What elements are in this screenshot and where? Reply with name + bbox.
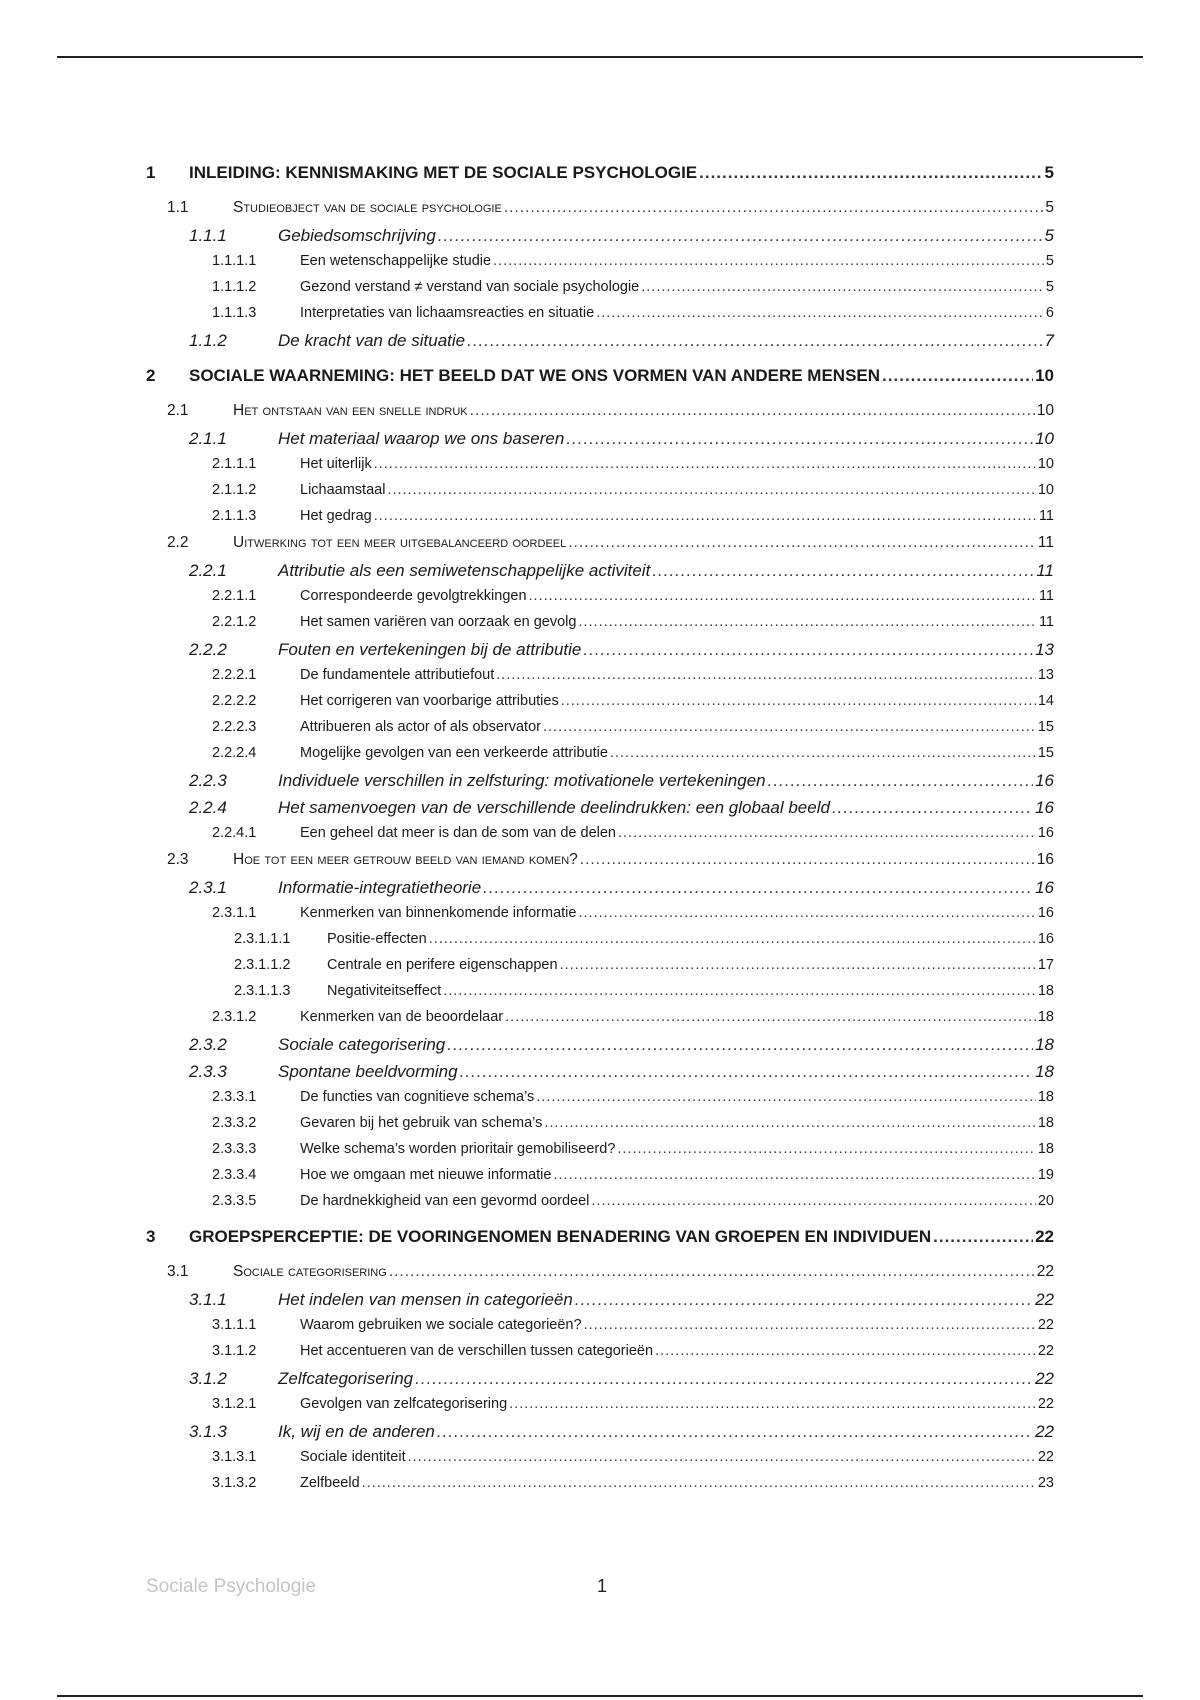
toc-entry-title: Het ontstaan van een snelle indruk	[233, 402, 468, 419]
toc-entry-page: 16	[1036, 851, 1054, 868]
toc-dot-leader	[443, 983, 1036, 999]
toc-entry-page: 22	[1035, 1369, 1054, 1388]
toc-entry-page: 20	[1037, 1193, 1054, 1209]
toc-entry-title: Individuele verschillen in zelfsturing: motivationele vertekeningen	[278, 771, 766, 790]
toc-dot-leader	[578, 905, 1035, 921]
toc-entry-page: 15	[1037, 745, 1054, 761]
toc-entry-title: De fundamentele attributiefout	[300, 667, 495, 683]
toc-entry-number: 2.3.3.3	[212, 1141, 257, 1157]
toc-entry-level-2[interactable]	[167, 1263, 1054, 1290]
toc-entry-number: 2.2.2.4	[212, 745, 257, 761]
toc-entry-title: Het indelen van mensen in categorieën	[278, 1290, 573, 1309]
toc-entry-number: 2.2.4	[189, 798, 227, 817]
toc-entry-page: 18	[1037, 1141, 1054, 1157]
table-of-contents	[0, 155, 1200, 1501]
toc-dot-leader	[543, 719, 1036, 735]
toc-entry-title: Het accentueren van de verschillen tussen categorieën	[300, 1343, 654, 1359]
toc-entry-number: 2.1.1.1	[212, 456, 257, 472]
toc-entry-level-4[interactable]	[212, 456, 1054, 482]
toc-dot-leader	[584, 1317, 1036, 1333]
toc-entry-level-1[interactable]	[146, 366, 1054, 402]
toc-dot-leader	[504, 199, 1044, 217]
toc-entry-level-3[interactable]	[189, 1062, 1054, 1089]
toc-entry-number: 2.2.4.1	[212, 825, 257, 841]
toc-entry-title: Hoe tot een meer getrouw beeld van iemand komen?	[233, 851, 578, 868]
toc-dot-leader	[437, 1422, 1033, 1442]
footer-rule	[57, 1695, 1143, 1697]
toc-entry-title: Kenmerken van binnenkomende informatie	[300, 905, 577, 921]
toc-entry-level-3[interactable]	[189, 771, 1054, 798]
toc-entry-title: Fouten en vertekeningen bij de attributie	[278, 640, 582, 659]
toc-entry-title: Gevolgen van zelfcategorisering	[300, 1396, 508, 1412]
toc-dot-leader	[389, 1263, 1035, 1281]
toc-entry-number: 3.1.1	[189, 1290, 227, 1309]
toc-entry-page: 22	[1035, 1227, 1054, 1246]
toc-dot-leader	[560, 957, 1036, 973]
toc-dot-leader	[509, 1396, 1036, 1412]
toc-dot-leader	[387, 482, 1035, 498]
toc-entry-title: Centrale en perifere eigenschappen	[327, 957, 558, 973]
toc-entry-title: Kenmerken van de beoordelaar	[300, 1009, 504, 1025]
toc-entry-title: Welke schema’s worden prioritair gemobiliseerd?	[300, 1141, 616, 1157]
toc-entry-page: 5	[1045, 279, 1054, 295]
toc-entry-level-3[interactable]	[189, 640, 1054, 667]
toc-entry-number: 2.3.1.1.3	[234, 983, 291, 999]
toc-entry-number: 2.1.1.3	[212, 508, 257, 524]
toc-entry-level-4[interactable]	[212, 1141, 1054, 1167]
toc-entry-page: 11	[1038, 614, 1054, 630]
toc-entry-level-4[interactable]	[212, 693, 1054, 719]
toc-entry-page: 5	[1045, 253, 1054, 269]
toc-entry-page: 19	[1037, 1167, 1054, 1183]
toc-entry-level-4[interactable]	[212, 1343, 1054, 1369]
toc-entry-page: 10	[1037, 482, 1054, 498]
toc-entry-number: 3.1.3.1	[212, 1449, 257, 1465]
toc-entry-number: 2.2.2	[189, 640, 227, 659]
toc-dot-leader	[415, 1369, 1033, 1389]
toc-entry-page: 22	[1037, 1343, 1054, 1359]
toc-dot-leader	[568, 534, 1036, 552]
toc-entry-level-3[interactable]	[189, 561, 1054, 588]
toc-entry-number: 1	[146, 163, 156, 182]
toc-dot-leader	[933, 1227, 1033, 1247]
toc-dot-leader	[882, 366, 1033, 386]
toc-entry-number: 2.3.3.1	[212, 1089, 257, 1105]
toc-entry-level-4[interactable]	[212, 1193, 1054, 1219]
toc-dot-leader	[580, 851, 1035, 869]
toc-dot-leader	[438, 226, 1043, 246]
toc-entry-page: 17	[1037, 957, 1054, 973]
toc-entry-page: 22	[1035, 1422, 1054, 1441]
toc-entry-number: 2.3	[167, 851, 189, 868]
toc-dot-leader	[610, 745, 1036, 761]
toc-dot-leader	[618, 825, 1036, 841]
toc-entry-page: 5	[1044, 226, 1054, 245]
toc-entry-level-4[interactable]	[212, 588, 1054, 614]
toc-entry-title: SOCIALE WAARNEMING: HET BEELD DAT WE ONS VORMEN VAN ANDERE MENSEN	[189, 366, 881, 385]
toc-entry-page: 13	[1037, 667, 1054, 683]
toc-dot-leader	[617, 1141, 1035, 1157]
toc-entry-number: 2.3.2	[189, 1035, 227, 1054]
toc-dot-leader	[529, 588, 1037, 604]
toc-entry-page: 18	[1035, 1062, 1054, 1081]
footer-document-title: Sociale Psychologie	[146, 1576, 317, 1597]
toc-entry-level-4[interactable]	[212, 279, 1054, 305]
toc-entry-page: 11	[1036, 561, 1054, 580]
toc-entry-title: Spontane beeldvorming	[278, 1062, 458, 1081]
toc-entry-number: 1.1	[167, 199, 189, 216]
toc-dot-leader	[578, 614, 1036, 630]
toc-entry-page: 22	[1037, 1449, 1054, 1465]
toc-entry-page: 18	[1037, 1115, 1054, 1131]
toc-dot-leader	[447, 1035, 1033, 1055]
toc-entry-number: 1.1.1.2	[212, 279, 257, 295]
toc-dot-leader	[460, 1062, 1034, 1082]
toc-entry-title: Waarom gebruiken we sociale categorieën?	[300, 1317, 582, 1333]
toc-entry-page: 14	[1037, 693, 1054, 709]
toc-entry-title: Informatie-integratietheorie	[278, 878, 482, 897]
toc-entry-page: 5	[1044, 163, 1054, 182]
toc-entry-number: 2.3.1.1.1	[234, 931, 291, 947]
toc-entry-level-4[interactable]	[212, 745, 1054, 771]
toc-entry-number: 3.1.2.1	[212, 1396, 257, 1412]
toc-entry-title: De kracht van de situatie	[278, 331, 466, 350]
toc-entry-level-4[interactable]	[212, 1089, 1054, 1115]
toc-entry-page: 16	[1037, 931, 1054, 947]
toc-entry-title: Gebiedsomschrijving	[278, 226, 436, 245]
toc-entry-number: 2.3.1.2	[212, 1009, 257, 1025]
toc-entry-level-4[interactable]	[212, 1115, 1054, 1141]
toc-entry-title: Interpretaties van lichaamsreacties en situatie	[300, 305, 595, 321]
toc-entry-title: Gevaren bij het gebruik van schema’s	[300, 1115, 543, 1131]
toc-dot-leader	[505, 1009, 1036, 1025]
toc-entry-number: 2.3.3.2	[212, 1115, 257, 1131]
toc-entry-number: 1.1.1	[189, 226, 227, 245]
toc-entry-title: Het materiaal waarop we ons baseren	[278, 429, 565, 448]
toc-entry-level-4[interactable]	[212, 667, 1054, 693]
toc-entry-level-4[interactable]	[212, 508, 1054, 534]
toc-entry-title: Lichaamstaal	[300, 482, 386, 498]
toc-entry-title: Studieobject van de sociale psychologie	[233, 199, 502, 216]
toc-dot-leader	[566, 429, 1033, 449]
toc-entry-level-4[interactable]	[212, 825, 1054, 851]
toc-entry-number: 3.1.3.2	[212, 1475, 257, 1491]
toc-dot-leader	[470, 402, 1035, 420]
toc-dot-leader	[768, 771, 1033, 791]
toc-entry-number: 2.2.1	[189, 561, 227, 580]
toc-dot-leader	[655, 1343, 1036, 1359]
toc-entry-level-2[interactable]	[167, 199, 1054, 226]
toc-entry-number: 2.1	[167, 402, 189, 419]
toc-entry-title: Attribueren als actor of als observator	[300, 719, 541, 735]
toc-entry-page: 18	[1037, 983, 1054, 999]
toc-entry-page: 16	[1035, 798, 1054, 817]
toc-entry-level-4[interactable]	[212, 905, 1054, 931]
toc-entry-page: 16	[1037, 825, 1054, 841]
toc-entry-page: 13	[1035, 640, 1054, 659]
toc-dot-leader	[374, 456, 1036, 472]
toc-entry-page: 18	[1037, 1009, 1054, 1025]
toc-entry-level-3[interactable]	[189, 429, 1054, 456]
toc-entry-page: 11	[1038, 588, 1054, 604]
toc-dot-leader	[362, 1475, 1036, 1491]
toc-entry-number: 1.1.1.3	[212, 305, 257, 321]
toc-entry-page: 22	[1035, 1290, 1054, 1309]
toc-entry-number: 2.3.3.4	[212, 1167, 257, 1183]
toc-entry-number: 3.1.2	[189, 1369, 227, 1388]
toc-entry-page: 10	[1035, 366, 1054, 385]
toc-entry-number: 2.3.3.5	[212, 1193, 257, 1209]
toc-entry-page: 16	[1035, 771, 1054, 790]
toc-dot-leader	[596, 305, 1044, 321]
toc-entry-title: Een wetenschappelijke studie	[300, 253, 492, 269]
toc-entry-level-4[interactable]	[212, 719, 1054, 745]
toc-entry-title: Sociale categorisering	[233, 1263, 387, 1280]
toc-entry-level-3[interactable]	[189, 798, 1054, 825]
toc-entry-number: 3.1.1.1	[212, 1317, 257, 1333]
toc-entry-level-5[interactable]	[234, 957, 1054, 983]
toc-entry-title: De functies van cognitieve schema’s	[300, 1089, 535, 1105]
toc-entry-page: 22	[1037, 1317, 1054, 1333]
toc-entry-title: Het corrigeren van voorbarige attributies	[300, 693, 559, 709]
toc-entry-level-3[interactable]	[189, 226, 1054, 253]
toc-entry-title: De hardnekkigheid van een gevormd oordeel	[300, 1193, 590, 1209]
toc-entry-page: 6	[1045, 305, 1054, 321]
toc-entry-level-4[interactable]	[212, 1449, 1054, 1475]
toc-entry-page: 10	[1037, 456, 1054, 472]
toc-entry-page: 15	[1037, 719, 1054, 735]
toc-entry-title: Uitwerking tot een meer uitgebalanceerd oordeel	[233, 534, 567, 551]
toc-dot-leader	[652, 561, 1034, 581]
header-rule	[57, 56, 1143, 58]
toc-entry-page: 11	[1038, 508, 1054, 524]
toc-entry-number: 1.1.2	[189, 331, 227, 350]
toc-entry-level-2[interactable]	[167, 534, 1054, 561]
toc-entry-number: 2.3.1.1.2	[234, 957, 291, 973]
toc-entry-title: Gezond verstand ≠ verstand van sociale psychologie	[300, 279, 640, 295]
toc-entry-title: Negativiteitseffect	[327, 983, 442, 999]
toc-dot-leader	[561, 693, 1036, 709]
toc-dot-leader	[544, 1115, 1036, 1131]
toc-entry-title: Sociale identiteit	[300, 1449, 406, 1465]
toc-entry-number: 2	[146, 366, 156, 385]
toc-entry-level-3[interactable]	[189, 878, 1054, 905]
toc-entry-level-5[interactable]	[234, 983, 1054, 1009]
toc-dot-leader	[483, 878, 1033, 898]
toc-entry-page: 11	[1037, 534, 1054, 551]
toc-entry-number: 2.2.1.1	[212, 588, 257, 604]
toc-dot-leader	[493, 253, 1044, 269]
toc-entry-page: 18	[1035, 1035, 1054, 1054]
toc-entry-number: 2.2.2.3	[212, 719, 257, 735]
toc-dot-leader	[536, 1089, 1036, 1105]
toc-entry-title: INLEIDING: KENNISMAKING MET DE SOCIALE PSYCHOLOGIE	[189, 163, 698, 182]
toc-entry-title: Attributie als een semiwetenschappelijke activiteit	[278, 561, 651, 580]
toc-entry-number: 1.1.1.1	[212, 253, 257, 269]
toc-entry-page: 5	[1045, 199, 1054, 216]
toc-entry-number: 3.1	[167, 1263, 189, 1280]
toc-entry-level-2[interactable]	[167, 402, 1054, 429]
toc-entry-title: Mogelijke gevolgen van een verkeerde attributie	[300, 745, 608, 761]
toc-dot-leader	[496, 667, 1036, 683]
toc-entry-page: 23	[1037, 1475, 1054, 1491]
toc-entry-title: GROEPSPERCEPTIE: DE VOORINGENOMEN BENADERING VAN GROEPEN EN INDIVIDUEN	[189, 1227, 932, 1246]
toc-entry-title: Een geheel dat meer is dan de som van de delen	[300, 825, 616, 841]
toc-entry-level-5[interactable]	[234, 931, 1054, 957]
toc-entry-page: 10	[1035, 429, 1054, 448]
toc-entry-number: 2.2.2.2	[212, 693, 257, 709]
toc-entry-level-1[interactable]	[146, 1227, 1054, 1263]
toc-dot-leader	[429, 931, 1036, 947]
toc-entry-page: 16	[1037, 905, 1054, 921]
toc-entry-page: 18	[1037, 1089, 1054, 1105]
toc-entry-level-1[interactable]	[146, 163, 1054, 199]
toc-entry-title: Positie-effecten	[327, 931, 427, 947]
toc-entry-number: 2.2.1.2	[212, 614, 257, 630]
toc-entry-number: 2.1.1.2	[212, 482, 257, 498]
toc-entry-number: 3.1.1.2	[212, 1343, 257, 1359]
toc-dot-leader	[408, 1449, 1036, 1465]
toc-entry-page: 10	[1036, 402, 1054, 419]
toc-entry-title: Hoe we omgaan met nieuwe informatie	[300, 1167, 552, 1183]
toc-entry-level-4[interactable]	[212, 253, 1054, 279]
toc-entry-title: Ik, wij en de anderen	[278, 1422, 435, 1441]
toc-entry-title: Sociale categorisering	[278, 1035, 446, 1054]
toc-entry-page: 22	[1036, 1263, 1054, 1280]
toc-entry-title: Het samen variëren van oorzaak en gevolg	[300, 614, 577, 630]
toc-entry-title: Het uiterlijk	[300, 456, 372, 472]
toc-dot-leader	[575, 1290, 1033, 1310]
toc-entry-page: 16	[1035, 878, 1054, 897]
toc-entry-number: 3	[146, 1227, 156, 1246]
toc-dot-leader	[583, 640, 1033, 660]
toc-entry-number: 3.1.3	[189, 1422, 227, 1441]
toc-entry-level-2[interactable]	[167, 851, 1054, 878]
toc-entry-number: 2.2.3	[189, 771, 227, 790]
toc-entry-level-4[interactable]	[212, 1317, 1054, 1343]
toc-dot-leader	[467, 331, 1042, 351]
toc-entry-number: 2.3.1.1	[212, 905, 257, 921]
toc-dot-leader	[699, 163, 1042, 183]
toc-entry-level-4[interactable]	[212, 614, 1054, 640]
toc-entry-level-4[interactable]	[212, 305, 1054, 331]
toc-entry-level-3[interactable]	[189, 1290, 1054, 1317]
toc-entry-level-4[interactable]	[212, 1009, 1054, 1035]
toc-entry-level-3[interactable]	[189, 1035, 1054, 1062]
toc-entry-number: 2.2	[167, 534, 189, 551]
toc-dot-leader	[591, 1193, 1035, 1209]
toc-entry-level-3[interactable]	[189, 331, 1054, 358]
toc-entry-number: 2.3.3	[189, 1062, 227, 1081]
toc-entry-level-3[interactable]	[189, 1422, 1054, 1449]
toc-entry-page: 22	[1037, 1396, 1054, 1412]
toc-entry-level-4[interactable]	[212, 1475, 1054, 1501]
toc-entry-title: Correspondeerde gevolgtrekkingen	[300, 588, 527, 604]
footer-page-number: 1	[597, 1576, 608, 1596]
toc-entry-level-4[interactable]	[212, 1396, 1054, 1422]
toc-entry-level-3[interactable]	[189, 1369, 1054, 1396]
toc-dot-leader	[553, 1167, 1035, 1183]
toc-entry-number: 2.3.1	[189, 878, 227, 897]
toc-entry-title: Het gedrag	[300, 508, 372, 524]
toc-entry-level-4[interactable]	[212, 1167, 1054, 1193]
toc-entry-title: Zelfcategorisering	[278, 1369, 414, 1388]
toc-dot-leader	[641, 279, 1044, 295]
toc-dot-leader	[374, 508, 1037, 524]
toc-entry-number: 2.1.1	[189, 429, 227, 448]
toc-entry-title: Zelfbeeld	[300, 1475, 360, 1491]
toc-entry-number: 2.2.2.1	[212, 667, 257, 683]
toc-dot-leader	[832, 798, 1033, 818]
toc-entry-title: Het samenvoegen van de verschillende deelindrukken: een globaal beeld	[278, 798, 830, 817]
toc-entry-page: 7	[1044, 331, 1054, 350]
toc-entry-level-4[interactable]	[212, 482, 1054, 508]
